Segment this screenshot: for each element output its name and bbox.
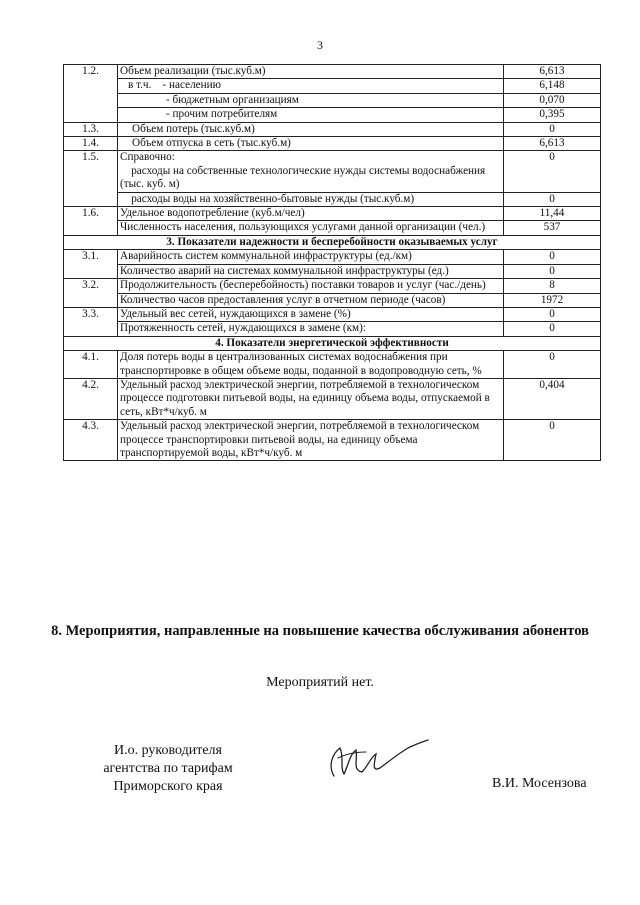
table-row [64,108,601,122]
indicator-value: 11,44 [504,207,601,221]
indicator-label: в т.ч. - населению [118,79,504,93]
indicator-label: Численность населения, пользующихся услугами данной организации (чел.) [118,221,504,235]
indicator-value: 6,613 [504,65,601,79]
indicator-label: Протяженность сетей, нуждающихся в замене (км): [118,322,504,336]
table-row [64,151,601,192]
table-row [64,221,601,235]
indicator-label: Количество аварий на системах коммунальной инфраструктуры (ед.) [118,264,504,278]
indicator-label: Удельный расход электрической энергии, потребляемой в технологическом процессе транспортировки питьевой воды, на единицу объема транспортируемой воды, кВт*ч/куб. м [118,420,504,461]
indicator-value: 0,404 [504,378,601,419]
row-number: 3.1. [64,250,118,279]
row-number: 1.5. [64,151,118,207]
table-row [64,79,601,93]
indicators-table [63,64,601,461]
table-row [64,192,601,206]
page-number: 3 [317,38,323,52]
table-row [64,207,601,221]
row-number: 3.2. [64,279,118,308]
row-number: 4.3. [64,420,118,461]
position-line: Приморского края [113,779,223,794]
indicator-value: 0,070 [504,93,601,107]
indicator-value: 6,613 [504,137,601,151]
row-number: 3.3. [64,307,118,336]
indicator-label: - бюджетным организациям [118,93,504,107]
no-measures-text: Мероприятий нет. [266,675,374,690]
indicator-value: 0,395 [504,108,601,122]
table-row [64,322,601,336]
indicator-value: 0 [504,250,601,264]
indicator-label: Доля потерь воды в централизованных системах водоснабжения при транспортировке в общем объеме воды, поданной в водопроводную сеть, % [118,351,504,379]
table-row [64,307,601,321]
signatory-position [88,742,248,796]
section-8-heading: 8. Мероприятия, направленные на повышение качества обслуживания абонентов [51,623,589,639]
indicator-value: 0 [504,351,601,379]
indicator-value: 0 [504,192,601,206]
table-row [64,250,601,264]
signatory-name: В.И. Мосензова [492,776,587,791]
row-number: 1.6. [64,207,118,236]
section-header-row [64,235,601,249]
row-number: 4.2. [64,378,118,419]
section-header-row [64,336,601,350]
indicator-label: Аварийность систем коммунальной инфраструктуры (ед./км) [118,250,504,264]
indicator-value: 0 [504,151,601,192]
table-row [64,137,601,151]
indicator-label: Объем реализации (тыс.куб.м) [118,65,504,79]
indicator-label: Продолжительность (бесперебойность) поставки товаров и услуг (час./день) [118,279,504,293]
position-line: агентства по тарифам [103,761,233,776]
row-number: 1.3. [64,122,118,136]
table-row [64,122,601,136]
table-row [64,279,601,293]
table-row [64,65,601,79]
indicator-label: Объем потерь (тыс.куб.м) [118,122,504,136]
indicator-value: 0 [504,307,601,321]
section-title: 4. Показатели энергетической эффективности [64,336,601,350]
indicator-label: Удельный вес сетей, нуждающихся в замене (%) [118,307,504,321]
table-row [64,378,601,419]
indicator-label: Удельный расход электрической энергии, потребляемой в технологическом процессе подготовки питьевой воды, на единицу объема воды, отпускаемой в сеть, кВт*ч/куб. м [118,378,504,419]
indicator-value: 537 [504,221,601,235]
indicator-label: Объем отпуска в сеть (тыс.куб.м) [118,137,504,151]
table-row [64,93,601,107]
row-number: 1.2. [64,65,118,123]
table-row [64,293,601,307]
position-line: И.о. руководителя [113,743,222,758]
row-number: 1.4. [64,137,118,151]
indicator-value: 0 [504,122,601,136]
row-number: 4.1. [64,351,118,379]
indicator-label: Удельное водопотребление (куб.м/чел) [118,207,504,221]
indicator-label: Справочно: расходы на собственные технологические нужды системы водоснабжения (тыс. куб. м) [118,151,504,192]
indicator-value: 6,148 [504,79,601,93]
indicator-value: 0 [504,420,601,461]
handwritten-signature [322,736,432,786]
indicator-value: 0 [504,322,601,336]
indicator-label: Количество часов предоставления услуг в отчетном периоде (часов) [118,293,504,307]
section-title: 3. Показатели надежности и бесперебойности оказываемых услуг [64,235,601,249]
table-row [64,420,601,461]
indicator-value: 0 [504,264,601,278]
indicator-value: 8 [504,279,601,293]
table-row [64,264,601,278]
indicator-value: 1972 [504,293,601,307]
indicator-label: - прочим потребителям [118,108,504,122]
table-row [64,351,601,379]
indicator-label: расходы воды на хозяйственно-бытовые нужды (тыс.куб.м) [118,192,504,206]
